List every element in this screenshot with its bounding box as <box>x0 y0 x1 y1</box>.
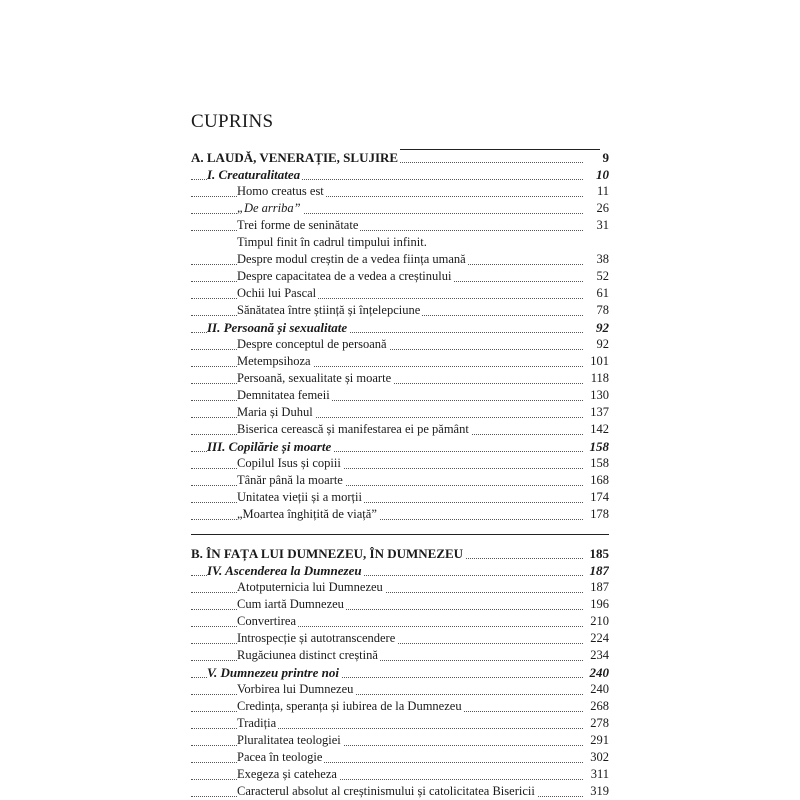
chapter-heading-page: 240 <box>587 664 610 681</box>
section-heading-page: 9 <box>600 149 610 166</box>
chapter-heading <box>191 319 609 336</box>
toc-entry-label: Despre capacitatea de a vedea a creștinului <box>237 269 452 283</box>
toc-entry-label: Despre conceptul de persoană <box>237 337 387 351</box>
chapter-heading-page: 158 <box>587 438 610 455</box>
toc-entry-label: Tradiția <box>237 716 277 730</box>
toc-entry-page: 302 <box>587 749 609 766</box>
toc-entry-label: Convertirea <box>237 614 297 628</box>
section-heading-label: B. ÎN FAȚA LUI DUMNEZEU, ÎN DUMNEZEU <box>191 546 464 561</box>
toc-entry-label: Pluralitatea teologiei <box>237 733 341 747</box>
chapter-heading <box>191 664 609 681</box>
toc-entry-page: 234 <box>587 647 609 664</box>
table-of-contents <box>191 149 609 800</box>
toc-entry-page: 268 <box>587 698 609 715</box>
toc-entry-page: 130 <box>587 387 609 404</box>
toc-entry-page: 158 <box>587 455 609 472</box>
toc-entry-label: Copilul Isus și copiii <box>237 456 341 470</box>
section-heading <box>191 545 609 562</box>
toc-entry <box>191 579 609 596</box>
chapter-heading <box>191 562 609 579</box>
toc-entry-page: 31 <box>594 217 610 234</box>
toc-entry <box>191 183 609 200</box>
toc-entry-label: Tânăr până la moarte <box>237 473 343 487</box>
toc-entry <box>191 387 609 404</box>
toc-entry-label: Demnitatea femeii <box>237 388 330 402</box>
toc-entry-page: 224 <box>587 630 609 647</box>
toc-entry-page: 240 <box>587 681 609 698</box>
chapter-heading-label: I. Creaturalitatea <box>207 167 301 182</box>
toc-entry <box>191 749 609 766</box>
toc-entry-label: Cum iartă Dumnezeu <box>237 597 344 611</box>
toc-entry <box>191 715 609 732</box>
toc-entry <box>191 268 609 285</box>
toc-entry-page: 38 <box>594 251 610 268</box>
toc-entry <box>191 630 609 647</box>
toc-entry-label: „De arriba” <box>237 201 301 215</box>
toc-entry <box>191 647 609 664</box>
toc-entry-label: Caracterul absolut al creștinismului și catolicitatea Bisericii <box>237 784 535 798</box>
chapter-heading-label: II. Persoană și sexualitate <box>207 320 348 335</box>
toc-entry-label: Ochii lui Pascal <box>237 286 317 300</box>
toc-entry-page: 26 <box>594 200 610 217</box>
toc-entry-label: Trei forme de seninătate <box>237 218 359 232</box>
toc-entry-page: 291 <box>587 732 609 749</box>
toc-entry-page: 196 <box>587 596 609 613</box>
toc-entry-page: 61 <box>594 285 610 302</box>
toc-entry-page: 92 <box>594 336 610 353</box>
toc-entry <box>191 489 609 506</box>
toc-entry <box>191 613 609 630</box>
toc-entry-label: Vorbirea lui Dumnezeu <box>237 682 354 696</box>
chapter-heading-page: 187 <box>587 562 610 579</box>
toc-entry <box>191 596 609 613</box>
toc-entry <box>191 783 609 800</box>
section-heading <box>191 149 609 166</box>
toc-entry <box>191 698 609 715</box>
toc-entry <box>191 455 609 472</box>
toc-entry <box>191 681 609 698</box>
toc-entry <box>191 251 609 268</box>
toc-entry-label: Biserica cerească și manifestarea ei pe pământ <box>237 422 469 436</box>
chapter-heading-label: V. Dumnezeu printre noi <box>207 665 339 680</box>
toc-entry-page: 142 <box>587 421 609 438</box>
chapter-heading-page: 10 <box>593 166 609 183</box>
toc-entry-label: Introspecție și autotranscendere <box>237 631 396 645</box>
toc-entry-page: 319 <box>587 783 609 800</box>
toc-entry-label: Rugăciunea distinct creștină <box>237 648 378 662</box>
toc-entry-label: Credința, speranța și iubirea de la Dumnezeu <box>237 699 462 713</box>
toc-entry <box>191 421 609 438</box>
toc-entry-page: 174 <box>587 489 609 506</box>
toc-entry-page: 118 <box>588 370 609 387</box>
toc-entry-page: 52 <box>594 268 610 285</box>
chapter-heading <box>191 438 609 455</box>
toc-entry <box>191 353 609 370</box>
toc-entry <box>191 336 609 353</box>
toc-entry <box>191 285 609 302</box>
toc-entry <box>191 766 609 783</box>
toc-entry-label: Persoană, sexualitate și moarte <box>237 371 392 385</box>
toc-entry-page: 187 <box>587 579 609 596</box>
toc-entry-label: „Moartea înghițită de viață” <box>237 507 377 521</box>
toc-entry-label: Homo creatus est <box>237 184 324 198</box>
toc-entry-label: Exegeza și cateheza <box>237 767 337 781</box>
toc-entry <box>191 506 609 523</box>
chapter-heading <box>191 166 609 183</box>
toc-entry-page: 137 <box>587 404 609 421</box>
toc-entry-page: 210 <box>587 613 609 630</box>
toc-entry-label: Pacea în teologie <box>237 750 323 764</box>
toc-entry-page: 101 <box>587 353 609 370</box>
toc-entry <box>191 302 609 319</box>
chapter-heading-label: III. Copilărie și moarte <box>207 439 332 454</box>
toc-entry-page: 78 <box>594 302 610 319</box>
toc-entry <box>191 217 609 234</box>
toc-entry-page: 11 <box>594 183 609 200</box>
toc-entry <box>191 200 609 217</box>
toc-entry-page: 278 <box>587 715 609 732</box>
toc-entry <box>191 234 609 251</box>
toc-entry <box>191 404 609 421</box>
toc-entry-label: Unitatea vieții și a morții <box>237 490 362 504</box>
toc-entry-label: Metempsihoza <box>237 354 311 368</box>
chapter-heading-page: 92 <box>593 319 609 336</box>
toc-entry-label: Sănătatea între știință și înțelepciune <box>237 303 421 317</box>
toc-entry <box>191 732 609 749</box>
toc-entry-page: 178 <box>587 506 609 523</box>
section-divider <box>191 523 609 545</box>
toc-entry-page: 311 <box>588 766 609 783</box>
toc-entry-label: Maria și Duhul <box>237 405 313 419</box>
toc-entry-label: Atotputernicia lui Dumnezeu <box>237 580 383 594</box>
section-heading-label: A. LAUDĂ, VENERAȚIE, SLUJIRE <box>191 150 399 165</box>
chapter-heading-label: IV. Ascenderea la Dumnezeu <box>207 563 362 578</box>
toc-entry-page: 168 <box>587 472 609 489</box>
toc-entry-label: Timpul finit în cadrul timpului infinit. <box>237 235 427 249</box>
page-title: CUPRINS <box>191 111 274 132</box>
toc-entry <box>191 370 609 387</box>
toc-entry <box>191 472 609 489</box>
toc-entry-label: Despre modul creștin de a vedea ființa umană <box>237 252 466 266</box>
section-heading-page: 185 <box>587 545 610 562</box>
